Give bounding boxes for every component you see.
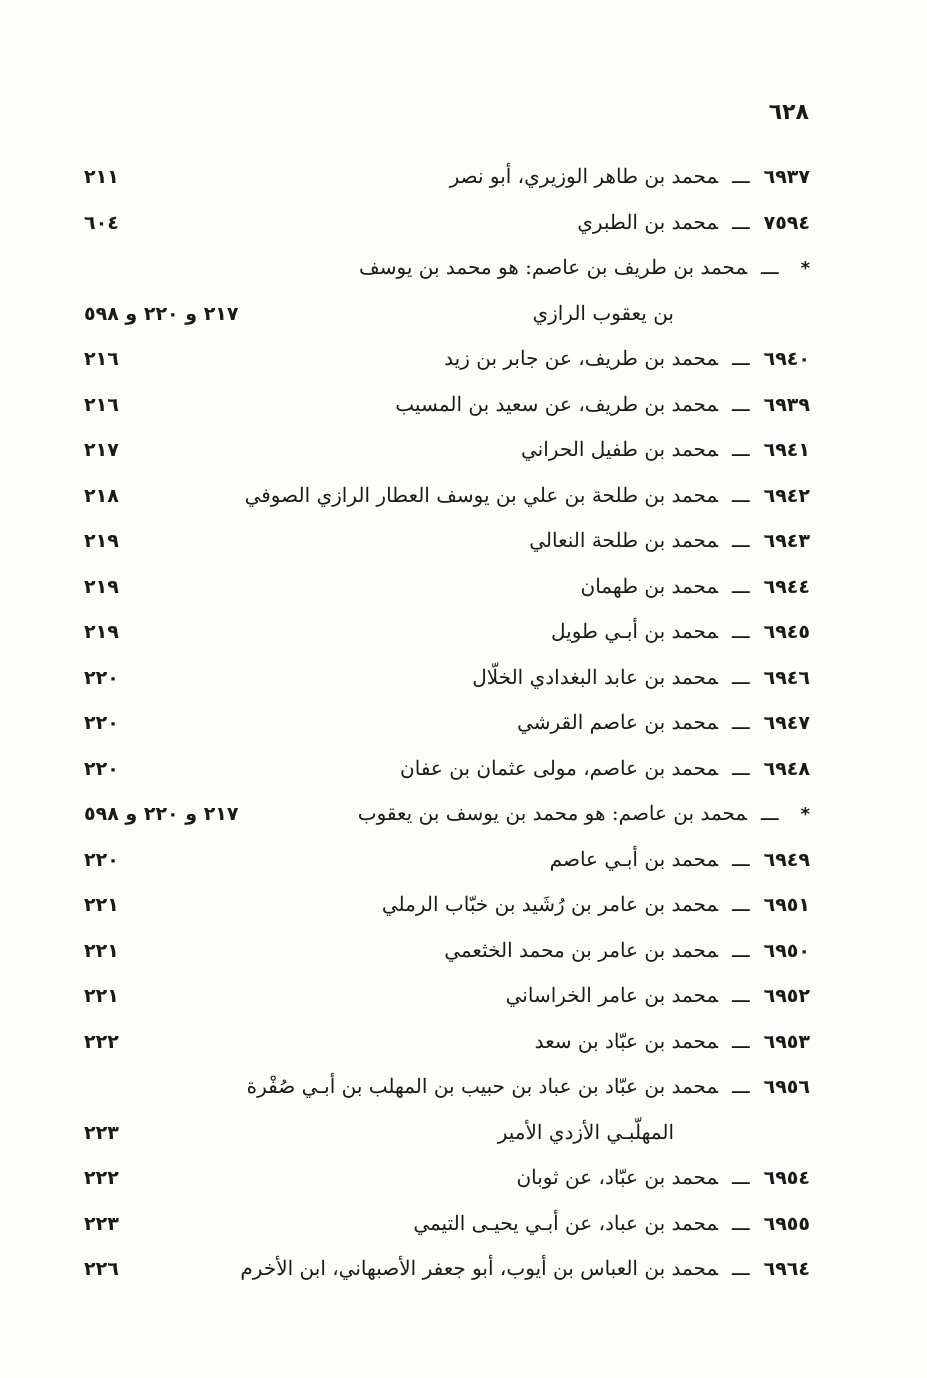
entry-name: محمد بن عبّاد بن سعد — [534, 1028, 719, 1053]
entry-dash: ـــ — [732, 710, 750, 734]
index-entry — [84, 1025, 810, 1071]
entry-page-reference: ٢٢١ — [84, 939, 119, 962]
entry-name: محمد بن عابد البغدادي الخلّال — [472, 664, 719, 689]
entry-number: ٦٩٤٤ — [763, 575, 810, 598]
entry-line — [382, 892, 810, 916]
entry-name: محمد بن عامر الخراساني — [505, 983, 719, 1007]
entry-page-reference: ٢١٧ و ٢٢٠ و ٥٩٨ — [84, 302, 239, 325]
entry-dash: ـــ — [732, 755, 750, 780]
entry-name: محمد بن عامر بن محمد الخثعمي — [444, 937, 719, 962]
entry-number: ٦٩٤٥ — [763, 621, 810, 643]
entry-dash: ـــ — [732, 346, 750, 370]
index-entry — [84, 433, 810, 479]
entry-page-reference: ٢٢١ — [84, 985, 119, 1007]
entry-page-reference: ٢١٩ — [84, 621, 119, 643]
entry-dash: ـــ — [732, 573, 750, 598]
index-entry — [84, 706, 810, 752]
entry-name: بن يعقوب الرازي — [532, 300, 674, 325]
index-entry — [84, 1161, 810, 1207]
entry-line — [550, 847, 810, 871]
entry-line — [413, 1211, 810, 1235]
entry-dash: ـــ — [732, 664, 750, 689]
entry-line — [506, 983, 810, 1007]
entry-page-reference: ٢٢٣ — [84, 1121, 119, 1144]
entry-page-reference: ٢٢٢ — [84, 1030, 119, 1053]
entry-line — [551, 619, 810, 643]
entry-name: محمد بن عامر بن رُشَيد بن خبّاب الرملي — [381, 892, 719, 916]
index-entry — [84, 479, 810, 525]
entry-line — [240, 1256, 810, 1280]
entry-line — [472, 665, 810, 689]
entry-dash: ـــ — [732, 1074, 750, 1098]
entry-name: محمد بن طاهر الوزيري، أبو نصر — [449, 164, 719, 188]
entry-number: ٦٩٥٢ — [763, 985, 810, 1007]
entry-page-reference: ٢١٧ — [84, 439, 119, 461]
entry-dash: ـــ — [732, 164, 750, 188]
entry-line — [529, 528, 810, 552]
entry-dash: ـــ — [732, 937, 750, 962]
entry-line — [516, 1165, 810, 1189]
index-entry — [84, 888, 810, 934]
entry-page-reference: ٢١٧ و ٢٢٠ و ٥٩٨ — [84, 803, 239, 825]
entry-page-reference: ٦٠٤ — [84, 211, 119, 234]
entry-name: محمد بن طهمان — [580, 573, 719, 598]
entry-number: ٦٩٥٠ — [763, 939, 810, 962]
index-entry — [84, 297, 810, 343]
index-entry — [84, 342, 810, 388]
entry-name: محمد بن العباس بن أيوب، أبو جعفر الأصبهاني، ابن الأخرم — [240, 1256, 719, 1280]
entry-name: محمد بن طريف، عن جابر بن زيد — [444, 346, 719, 370]
entry-dash: ـــ — [732, 528, 750, 552]
entry-dash: ـــ — [761, 801, 779, 825]
index-entry — [84, 206, 810, 252]
entry-number: ٦٩٤٣ — [763, 530, 810, 552]
entry-number: ٦٩٥٥ — [763, 1212, 810, 1235]
entry-page-reference: ٢١٩ — [84, 575, 119, 598]
cross-reference-star: * — [800, 804, 810, 825]
entry-page-reference: ٢٢١ — [84, 894, 119, 916]
entry-number: ٦٩٤٩ — [763, 848, 810, 871]
entry-line — [498, 1120, 674, 1144]
entry-name: محمد بن طريف، عن سعيد بن المسيب — [395, 391, 719, 416]
entry-dash: ـــ — [732, 983, 750, 1007]
entry-number: ٦٩٤٦ — [763, 666, 810, 689]
cross-reference-star: * — [800, 258, 810, 279]
entry-number: ٦٩٤٠ — [763, 348, 810, 370]
entry-line — [532, 301, 674, 325]
entry-line — [444, 938, 810, 962]
entry-page-reference: ٢١١ — [84, 166, 119, 188]
entry-number: ٦٩٤٢ — [763, 484, 810, 507]
entry-dash: ـــ — [732, 209, 750, 234]
page-number: ٦٢٨ — [768, 100, 809, 125]
index-entry — [84, 1252, 810, 1298]
entry-dash: ـــ — [732, 1165, 750, 1189]
entry-number: ٧٥٩٤ — [763, 211, 810, 234]
index-entry — [84, 979, 810, 1025]
entry-number: ٦٩٣٩ — [763, 393, 810, 416]
index-entries — [84, 160, 810, 1298]
index-entry — [84, 1116, 810, 1162]
entry-dash: ـــ — [732, 391, 750, 416]
entry-line — [444, 346, 810, 370]
entry-name: محمد بن طريف بن عاصم: هو محمد بن يوسف — [359, 255, 747, 279]
entry-page-reference: ٢١٩ — [84, 530, 119, 552]
index-entry — [84, 752, 810, 798]
entry-name: محمد بن طفيل الحراني — [521, 437, 719, 461]
entry-number: ٦٩٦٤ — [763, 1258, 810, 1280]
entry-name: محمد بن عاصم، مولى عثمان بن عفان — [400, 755, 719, 780]
index-entry — [84, 661, 810, 707]
index-entry — [84, 615, 810, 661]
entry-name: محمد بن أبـي طويل — [551, 619, 719, 643]
index-entry — [84, 934, 810, 980]
entry-line — [359, 255, 810, 279]
entry-dash: ـــ — [732, 482, 750, 507]
entry-page-reference: ٢١٦ — [84, 348, 119, 370]
entry-dash: ـــ — [761, 255, 779, 279]
entry-page-reference: ٢٢٣ — [84, 1212, 119, 1235]
entry-line — [245, 483, 810, 507]
index-entry — [84, 251, 810, 297]
entry-line — [517, 710, 810, 734]
entry-name: محمد بن عبّاد، عن ثوبان — [516, 1165, 719, 1189]
entry-dash: ـــ — [732, 1028, 750, 1053]
entry-page-reference: ٢٢٠ — [84, 712, 119, 734]
entry-name: محمد بن عاصم: هو محمد بن يوسف بن يعقوب — [357, 801, 747, 825]
entry-number: ٦٩٤٧ — [763, 712, 810, 734]
entry-line — [521, 437, 810, 461]
entry-number: ٦٩٥١ — [763, 894, 810, 916]
entry-number: ٦٩٣٧ — [763, 166, 810, 188]
entry-line — [358, 801, 810, 825]
index-entry — [84, 570, 810, 616]
entry-line — [450, 164, 810, 188]
entry-dash: ـــ — [732, 846, 750, 871]
entry-name: محمد بن أبـي عاصم — [549, 846, 719, 871]
entry-line — [535, 1029, 810, 1053]
entry-line — [247, 1074, 810, 1098]
entry-dash: ـــ — [732, 1256, 750, 1280]
entry-number: ٦٩٥٣ — [763, 1030, 810, 1053]
entry-name: محمد بن عباد، عن أبـي يحيـى التيمي — [413, 1210, 719, 1235]
entry-name: محمد بن عاصم القرشي — [517, 710, 719, 734]
entry-page-reference: ٢٢٢ — [84, 1167, 119, 1189]
index-entry — [84, 524, 810, 570]
index-entry — [84, 1207, 810, 1253]
entry-page-reference: ٢٢٠ — [84, 666, 119, 689]
index-entry — [84, 160, 810, 206]
entry-dash: ـــ — [732, 619, 750, 643]
entry-page-reference: ٢١٦ — [84, 393, 119, 416]
entry-line — [395, 392, 810, 416]
entry-dash: ـــ — [732, 892, 750, 916]
entry-page-reference: ٢٢٦ — [84, 1258, 119, 1280]
entry-number: ٦٩٥٤ — [763, 1167, 810, 1189]
entry-page-reference: ٢١٨ — [84, 484, 119, 507]
index-entry — [84, 388, 810, 434]
entry-name: محمد بن عبّاد بن عباد بن حبيب بن المهلب بن أبـي صُفْرة — [246, 1074, 719, 1098]
entry-name: محمد بن طلحة النعالي — [529, 528, 719, 552]
entry-number: ٦٩٥٦ — [763, 1076, 810, 1098]
entry-name: محمد بن الطبري — [577, 209, 719, 234]
entry-number: ٦٩٤٨ — [763, 757, 810, 780]
index-entry — [84, 1070, 810, 1116]
entry-dash: ـــ — [732, 437, 750, 461]
entry-page-reference: ٢٢٠ — [84, 757, 119, 780]
index-entry — [84, 843, 810, 889]
entry-page-reference: ٢٢٠ — [84, 848, 119, 871]
entry-number: ٦٩٤١ — [763, 439, 810, 461]
entry-line — [400, 756, 810, 780]
entry-name: المهلّبـي الأزدي الأمير — [497, 1119, 674, 1144]
entry-name: محمد بن طلحة بن علي بن يوسف العطار الرازي الصوفي — [244, 482, 719, 507]
index-entry — [84, 797, 810, 843]
entry-dash: ـــ — [732, 1210, 750, 1235]
entry-line — [581, 574, 811, 598]
entry-line — [577, 210, 810, 234]
